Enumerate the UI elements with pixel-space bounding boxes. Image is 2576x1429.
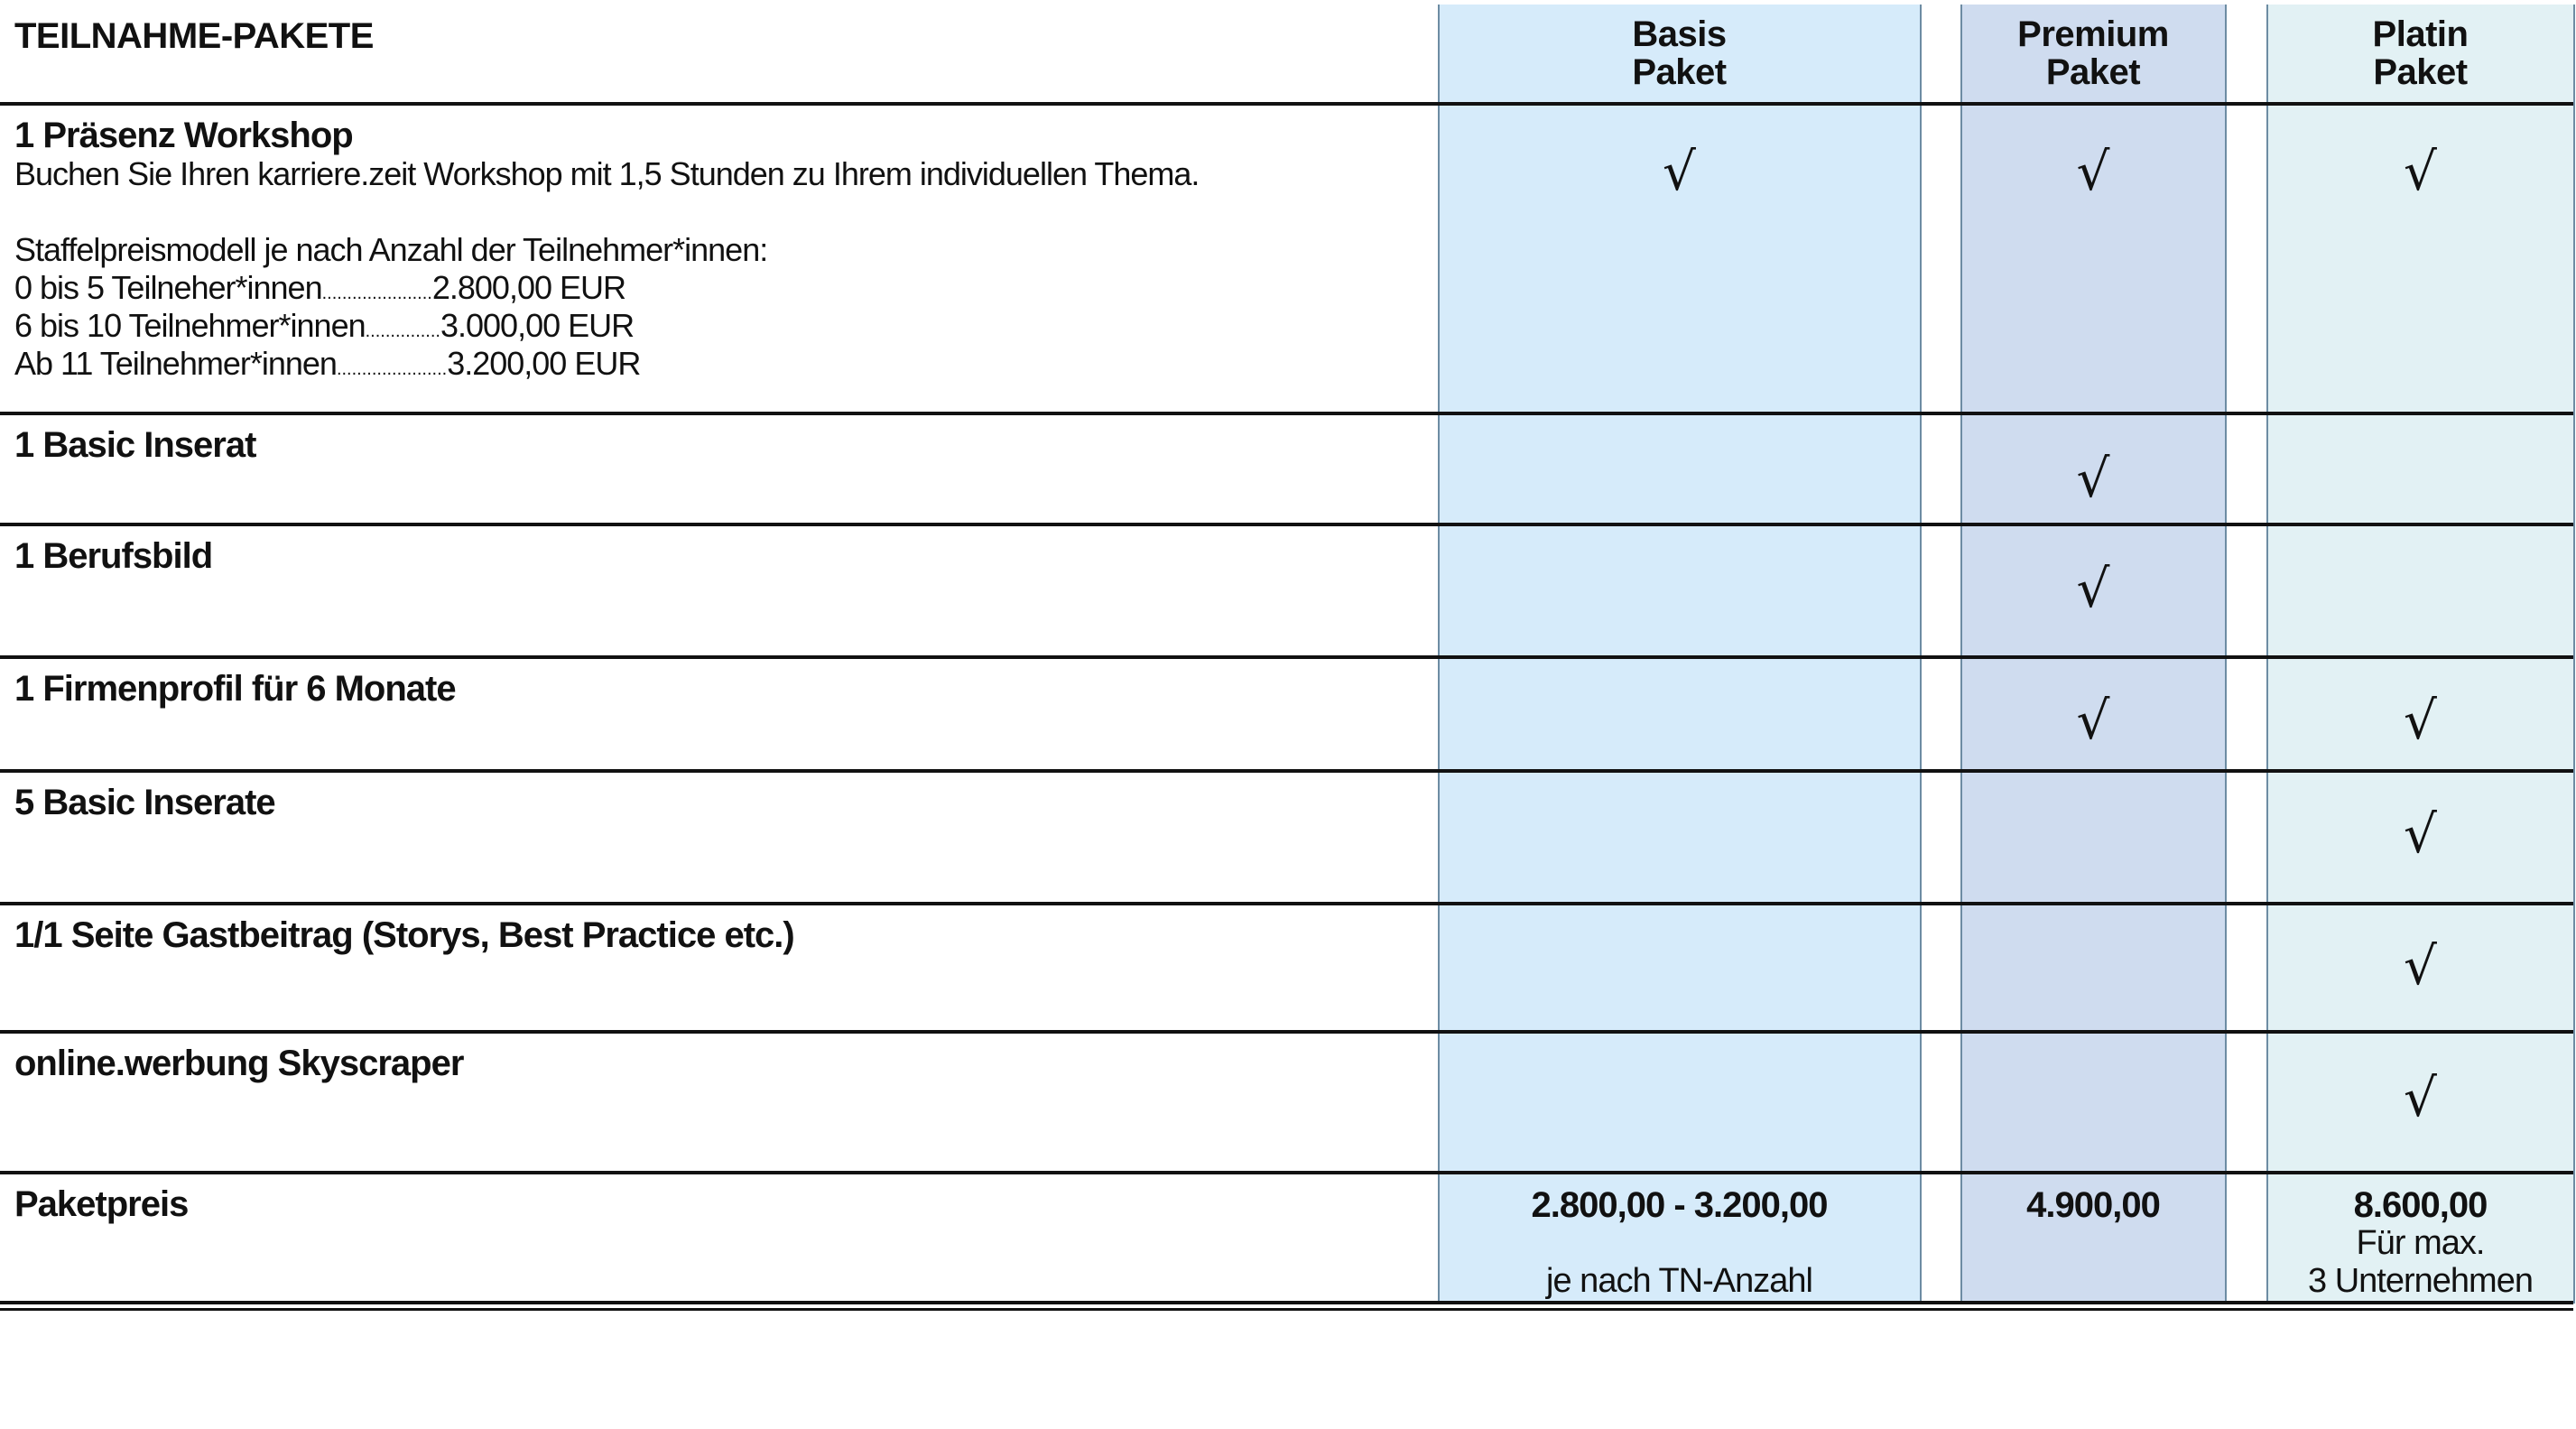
basis-price: 2.800,00 - 3.200,00	[1531, 1185, 1828, 1225]
column-header-line: Basis	[1632, 14, 1727, 54]
check-mark: √	[2404, 141, 2437, 202]
column-divider	[2573, 5, 2575, 1304]
check-mark: √	[2076, 558, 2110, 619]
staffel-tier-value: 3.000,00 EUR	[440, 307, 635, 344]
row-divider	[0, 1171, 2573, 1174]
column-header-line: Paket	[2373, 52, 2468, 92]
column-divider	[1438, 5, 1440, 1304]
column-header-line: Paket	[2045, 52, 2141, 92]
row-divider	[0, 102, 2573, 106]
row-divider	[0, 523, 2573, 526]
row-divider	[0, 902, 2573, 905]
column-header-line: Platin	[2372, 14, 2469, 54]
column-header-line: Paket	[1632, 52, 1727, 92]
workshop-description: Buchen Sie Ihren karriere.zeit Workshop mit 1,5 Stunden zu Ihrem individuellen Thema.	[14, 155, 1200, 192]
check-mark: √	[2404, 1067, 2437, 1128]
staffel-tier-value: 3.200,00 EUR	[447, 345, 641, 382]
premium-column-header	[1961, 15, 2225, 91]
row-title-firmenprofil: 1 Firmenprofil für 6 Monate	[14, 669, 456, 709]
table-title: TEILNAHME-PAKETE	[14, 16, 374, 56]
staffel-tier-label: 6 bis 10 Teilnehmer*innen	[14, 307, 366, 344]
row-title-workshop: 1 Präsenz Workshop	[14, 116, 353, 155]
table-bottom-rule	[0, 1308, 2573, 1311]
check-mark: √	[2076, 141, 2110, 202]
platin-price: 8.600,00	[2353, 1185, 2488, 1225]
premium-price: 4.900,00	[2026, 1185, 2160, 1225]
staffel-tier	[14, 269, 625, 312]
check-mark: √	[2076, 448, 2110, 509]
column-divider	[2225, 5, 2227, 1304]
platin-column-header	[2267, 15, 2573, 91]
staffel-tier-dots: ......................	[336, 359, 448, 379]
row-title-basic-inserat: 1 Basic Inserat	[14, 425, 256, 465]
row-title-paketpreis: Paketpreis	[14, 1184, 189, 1224]
staffel-tier-label: 0 bis 5 Teilneher*innen	[14, 269, 322, 306]
table-bottom-rule	[0, 1301, 2573, 1304]
basis-column-header	[1439, 15, 1920, 91]
staffel-tier-value: 2.800,00 EUR	[431, 269, 626, 306]
staffel-intro: Staffelpreismodell je nach Anzahl der Teilnehmer*innen:	[14, 231, 768, 268]
staffel-tier-dots: ......................	[321, 283, 432, 303]
row-title-gastbeitrag: 1/1 Seite Gastbeitrag (Storys, Best Practice etc.)	[14, 915, 794, 955]
staffel-tier-label: Ab 11 Teilnehmer*innen	[14, 345, 337, 382]
platin-price-note: Für max.	[2356, 1224, 2485, 1262]
row-divider	[0, 1030, 2573, 1034]
check-mark: √	[2404, 935, 2437, 997]
row-title-skyscraper: online.werbung Skyscraper	[14, 1044, 464, 1083]
row-title-berufsbild: 1 Berufsbild	[14, 536, 213, 576]
check-mark: √	[2076, 690, 2110, 751]
row-divider	[0, 655, 2573, 659]
staffel-tier	[14, 345, 640, 388]
staffel-tier-dots: ...............	[365, 321, 440, 341]
row-title-5-basic-inserate: 5 Basic Inserate	[14, 783, 275, 822]
check-mark: √	[2404, 803, 2437, 865]
check-mark: √	[1663, 141, 1696, 202]
row-divider	[0, 412, 2573, 415]
staffel-tier	[14, 307, 634, 350]
column-divider	[1920, 5, 1922, 1304]
column-divider	[1960, 5, 1962, 1304]
row-divider	[0, 769, 2573, 773]
check-mark: √	[2404, 690, 2437, 751]
platin-price-note: 3 Unternehmen	[2308, 1262, 2533, 1300]
column-header-line: Premium	[2017, 14, 2169, 54]
basis-price-note: je nach TN-Anzahl	[1546, 1262, 1812, 1300]
